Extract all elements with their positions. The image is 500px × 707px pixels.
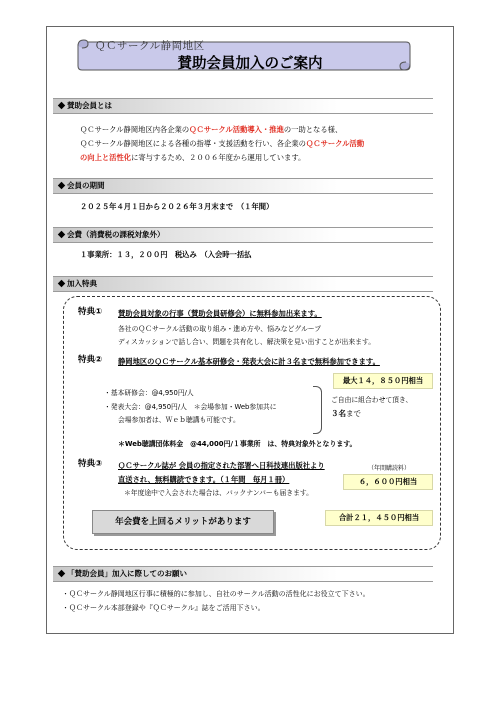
benefit-2-note-1: ご自由に組合わせて頂き、 xyxy=(331,396,413,404)
benefit-2-note-2: ３名まで xyxy=(331,409,361,418)
benefit-3-sub: （年間購読料） xyxy=(368,465,411,472)
benefit-1-title: 賛助会員対象の行事（賛助会員研修会）に無料参加出来ます。 xyxy=(118,309,322,318)
total-value-tag: 合計２１，４５０円相当 xyxy=(325,510,433,526)
page-title: 賛助会員加入のご案内 xyxy=(177,56,323,72)
benefit-1-desc-2: ディスカッションで話し合い、問題を共有化し、解決策を見い出すことが出来ます。 xyxy=(118,338,375,346)
benefit-3-title-1: ＱＣサークル誌が 会員の指定された部署へ日科技連出版社より xyxy=(118,461,325,470)
benefit-2-value-tag: 最大１４，８５０円相当 xyxy=(333,373,433,389)
section-header-request: 「賛助会員」加入に際してのお願い xyxy=(53,566,433,582)
section-header-about: 賛助会員とは xyxy=(53,98,433,114)
section-header-fee: 会費（消費税の課税対象外） xyxy=(53,227,433,243)
fee-text: １事業所：１３，２００円 税込み （入会時一括払 xyxy=(80,250,252,259)
about-line-2: ＱＣサークル静岡地区による各種の指導・支援活動を行い、各企業のＱＣサークル活動 xyxy=(80,139,365,148)
banner-org: ＱＣサークル静岡地区 xyxy=(95,40,205,52)
benefit-2-web-note: ＊Web聴講団体料金 @44,000円/１事業所 は、特典対象外となります。 xyxy=(118,440,357,448)
benefit-2-label: 特典② xyxy=(78,355,103,365)
period-text: ２０２５年４月１日から２０２６年３月末まで （１年間） xyxy=(80,202,274,211)
merit-button: 年会費を上回るメリットがあります xyxy=(92,510,274,534)
benefit-3-label: 特典③ xyxy=(78,459,103,469)
benefit-3-note: ＊年度途中で入会された場合は、バックナンバーも届きます。 xyxy=(124,489,313,497)
section-header-period: 会員の期間 xyxy=(53,178,433,194)
benefit-2-title: 静岡地区のＱＣサークル基本研修会・発表大会に計３名まで無料参加できます。 xyxy=(118,357,380,366)
benefit-1-desc-1: 各社のＱＣサークル活動の取り組み・進め方や、悩みなどグループ xyxy=(118,325,322,333)
benefit-3-title-2: 直送され、無料購読できます。（１年間 毎月１冊） xyxy=(118,475,290,484)
benefit-2-item-1: ・基本研修会：@4,950円/人 xyxy=(104,389,194,397)
about-line-1: ＱＣサークル静岡地区内各企業のＱＣサークル活動導入・推進の一助となる様、 xyxy=(80,125,343,134)
benefit-2-item-3: 会場参加者は、Ｗｅｂ聴講も可能です。 xyxy=(118,416,240,424)
benefit-3-value-tag: ６，６００円相当 xyxy=(343,474,433,490)
about-line-3: の向上と活性化に寄与するため、２００６年度から運用しています。 xyxy=(80,153,306,162)
request-line-1: ・ＱＣサークル静岡地区行事に積極的に参加し、自社のサークル活動の活性化にお役立て下さい。 xyxy=(62,590,370,598)
bracket xyxy=(313,386,322,434)
benefit-2-item-2: ・発表大会：@4,950円/人 ＊会場参加・Web参加共に xyxy=(104,403,277,411)
section-header-benefits: 加入特典 xyxy=(53,276,433,292)
benefit-1-label: 特典① xyxy=(78,307,103,317)
request-line-2: ・ＱＣサークル本部登録や『ＱＣサークル』誌をご活用下さい。 xyxy=(62,604,265,612)
